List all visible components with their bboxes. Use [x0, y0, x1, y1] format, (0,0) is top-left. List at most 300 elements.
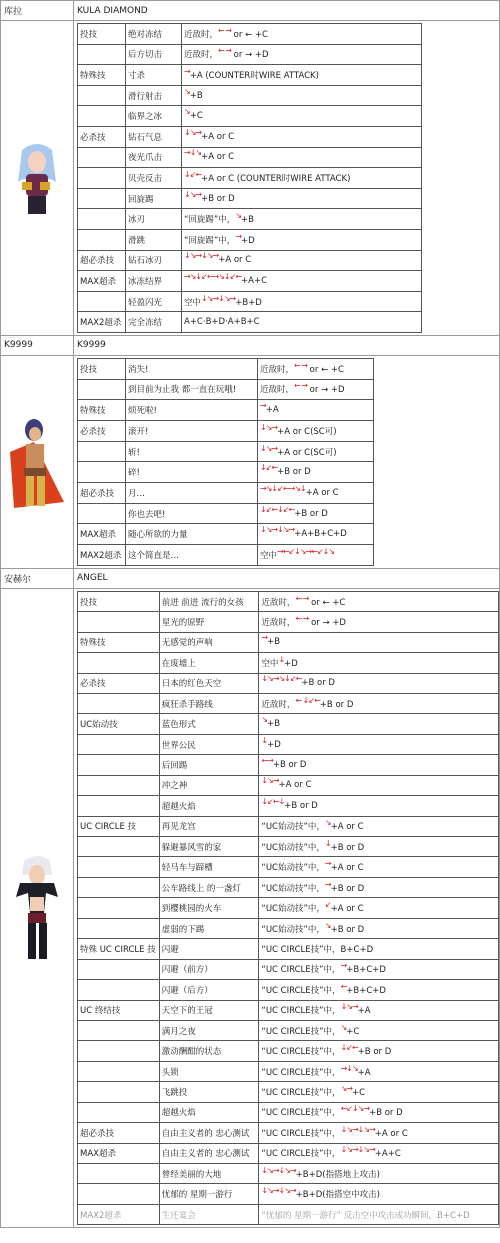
move-category	[78, 1184, 160, 1204]
command-buttons: or → +D	[230, 50, 269, 61]
move-name: 疯狂杀手路线	[159, 693, 259, 713]
command-buttons: +B or D	[357, 1047, 392, 1058]
command-prefix: 空中	[184, 297, 202, 308]
character-portrait	[1, 853, 73, 963]
direction-arrows-icon: ↘	[184, 107, 190, 117]
character-moves-row	[1, 588, 500, 1228]
move-row	[78, 126, 422, 147]
move-row	[78, 250, 422, 271]
direction-arrows-icon: ↘	[261, 715, 268, 725]
direction-arrows-icon: →	[260, 401, 266, 411]
move-category	[78, 85, 126, 106]
k9999-portrait-icon	[4, 412, 70, 512]
command-buttons: +C	[189, 111, 203, 122]
character-header-row	[1, 1, 500, 21]
move-category	[78, 441, 126, 462]
move-category: 超必杀技	[78, 483, 126, 504]
move-command	[259, 1143, 499, 1163]
direction-arrows-icon: ↓↘→↓↘→	[261, 1186, 296, 1196]
command-buttons: +B	[267, 637, 281, 648]
move-command	[259, 816, 499, 836]
move-name: 后回踢	[159, 755, 259, 775]
move-name: 烦死啦!	[126, 400, 258, 421]
command-buttons: +A or C	[305, 487, 339, 498]
command-buttons: +A or C(SC可)	[277, 447, 337, 458]
command-buttons: or ← +C	[306, 364, 344, 375]
move-command	[259, 980, 499, 1000]
command-prefix: “UC CIRCLE技”中，	[261, 965, 341, 976]
move-name: 后方切击	[126, 44, 182, 65]
move-row	[78, 898, 499, 918]
move-command	[182, 65, 422, 86]
move-category: UC始动技	[78, 714, 160, 734]
move-row	[78, 291, 422, 312]
command-buttons: +B or D	[330, 924, 365, 935]
direction-arrows-icon: ↓↘→	[260, 422, 278, 432]
move-category: 超必杀技	[78, 250, 126, 271]
move-name: 滑跳	[126, 229, 182, 250]
move-name: 生还宴会	[159, 1204, 259, 1224]
move-command	[259, 959, 499, 979]
move-command	[258, 545, 374, 566]
move-category	[78, 918, 160, 938]
command-buttons: +B	[241, 215, 254, 226]
move-command	[259, 1082, 499, 1102]
move-category	[78, 1164, 160, 1184]
move-name: 轻盈闪光	[126, 291, 182, 312]
move-command	[259, 857, 499, 877]
move-name: 贝壳反击	[126, 168, 182, 189]
move-command	[258, 358, 374, 379]
direction-arrows-icon: ↓	[278, 654, 285, 664]
move-command	[259, 775, 499, 795]
direction-arrows-icon: ↓↙←↓	[261, 796, 285, 806]
direction-arrows-icon: ↓↘→↓↘→	[340, 1145, 375, 1155]
command-buttons: +A	[357, 1006, 371, 1017]
move-name: 前进 前进 流行的女孩	[159, 591, 259, 611]
move-category	[78, 188, 126, 209]
move-category	[78, 877, 160, 897]
move-command	[182, 24, 422, 45]
direction-arrows-icon: ↓↘→↓↘→	[201, 293, 236, 303]
move-command	[182, 85, 422, 106]
move-name: 日本的红色天空	[159, 673, 259, 693]
direction-arrows-icon: ←↙↓↘→	[340, 1104, 370, 1114]
move-category: 投技	[78, 358, 126, 379]
move-command	[182, 168, 422, 189]
move-command	[182, 147, 422, 168]
command-buttons: +A (COUNTER时WIRE ATTACK)	[189, 70, 319, 81]
command-buttons: or → +D	[306, 385, 345, 396]
command-buttons: +C	[351, 1088, 366, 1098]
command-buttons: +B+C+D	[346, 965, 386, 976]
move-name: 月…	[126, 483, 258, 504]
move-name: 世界公民	[159, 734, 259, 754]
move-row	[78, 1123, 499, 1143]
command-prefix: “UC始动技”中，	[261, 822, 325, 833]
move-category	[78, 775, 160, 795]
character-moves-row	[1, 355, 500, 568]
command-prefix: “UC CIRCLE技”中，	[261, 1149, 341, 1160]
direction-arrows-icon: ↘	[184, 86, 190, 96]
move-row	[78, 714, 499, 734]
move-command	[259, 837, 499, 857]
move-command	[182, 126, 422, 147]
move-command	[259, 714, 499, 734]
direction-arrows-icon: ↘	[324, 920, 331, 930]
direction-arrows-icon: ↓↙←	[184, 169, 202, 179]
command-prefix: “回旋踢”中，	[184, 215, 236, 226]
character-name-cn: 安赫尔	[1, 568, 74, 588]
move-command	[258, 379, 374, 400]
move-row	[78, 168, 422, 189]
command-buttons: +A+C	[241, 275, 268, 286]
move-row	[78, 44, 422, 65]
command-prefix: “UC CIRCLE技”中，	[261, 1128, 341, 1139]
move-category	[78, 291, 126, 312]
move-command	[258, 420, 374, 441]
move-category	[78, 693, 160, 713]
command-prefix: 近敌时，	[184, 29, 219, 40]
command-buttons: +D	[284, 658, 298, 669]
command-prefix: “UC CIRCLE技”中，	[261, 1067, 341, 1078]
move-row	[78, 524, 374, 545]
move-category: 必杀技	[78, 673, 160, 693]
move-command	[259, 1102, 499, 1122]
direction-arrows-icon: ↓↘→↓↘→	[184, 251, 219, 261]
portrait-cell	[1, 355, 74, 568]
direction-arrows-icon: ↘	[340, 1022, 347, 1032]
command-buttons: +D	[267, 739, 281, 750]
move-row	[78, 271, 422, 292]
move-name: 闪避（后方）	[159, 980, 259, 1000]
move-command	[259, 1204, 499, 1224]
command-prefix: “UC CIRCLE技”中，	[261, 1088, 341, 1098]
move-row	[78, 837, 499, 857]
move-category	[78, 612, 160, 632]
move-command	[259, 693, 499, 713]
move-category: MAX2超杀	[78, 1204, 160, 1224]
move-name: 自由主义者的 忠心测试	[159, 1143, 259, 1163]
command-buttons: +B+C+D	[346, 985, 386, 996]
move-category	[78, 796, 160, 816]
direction-arrows-icon: ←→	[261, 756, 273, 765]
direction-arrows-icon: ↙	[324, 900, 331, 910]
move-command	[259, 673, 499, 693]
move-row	[78, 85, 422, 106]
angel-portrait-icon	[6, 853, 68, 963]
command-buttons: +A or C(SC可)	[277, 426, 337, 437]
move-command	[258, 462, 374, 483]
move-row	[78, 188, 422, 209]
move-row	[78, 312, 422, 333]
character-moves-row	[1, 21, 500, 336]
command-prefix: “UC CIRCLE技”中，	[261, 1047, 341, 1058]
move-command	[259, 591, 499, 611]
move-name: 满月之夜	[159, 1020, 259, 1040]
move-command	[182, 106, 422, 127]
move-name: 完全冻结	[126, 312, 182, 333]
move-command	[259, 612, 499, 632]
command-prefix: “UC始动技”中，	[261, 883, 325, 894]
move-name: 曾经美丽的大地	[159, 1164, 259, 1184]
command-prefix: 近敌时，	[260, 364, 295, 375]
command-prefix: A+C·B+D·A+B+C	[184, 317, 260, 328]
move-name: 随心所欲的力量	[126, 524, 258, 545]
move-command	[182, 209, 422, 230]
command-buttons: +A	[265, 405, 279, 416]
move-row	[78, 400, 374, 421]
move-row	[78, 980, 499, 1000]
direction-arrows-icon: ↓↘→	[184, 127, 202, 137]
move-category	[78, 44, 126, 65]
move-row	[78, 918, 499, 938]
move-row	[78, 1143, 499, 1163]
command-buttons: +A or C (COUNTER时WIRE ATTACK)	[201, 173, 351, 184]
direction-arrows-icon: ↓↙←	[260, 463, 278, 473]
command-prefix: “UC CIRCLE技”中，	[261, 985, 341, 996]
command-prefix: “UC CIRCLE技”中，	[261, 1006, 341, 1017]
direction-arrows-icon: ↓↘→	[340, 1002, 358, 1012]
command-buttons: +B or D	[319, 699, 354, 710]
move-name: 公车路线上 的一盏灯	[159, 877, 259, 897]
move-row	[78, 673, 499, 693]
command-buttons: +B	[189, 90, 203, 101]
move-command	[259, 796, 499, 816]
moves-cell	[74, 21, 500, 336]
character-name-cn: 库拉	[1, 1, 74, 21]
move-name: 冰刃	[126, 209, 182, 230]
command-buttons: +A+B+C+D	[294, 529, 347, 540]
command-buttons: +B or D	[277, 467, 311, 478]
character-name-en: K9999	[74, 335, 500, 355]
direction-arrows-icon: ← →	[294, 360, 307, 370]
command-buttons: +A or C	[278, 780, 312, 791]
move-name: 冲之神	[159, 775, 259, 795]
move-category: MAX2超杀	[78, 545, 126, 566]
move-row	[78, 106, 422, 127]
move-category: UC 终结技	[78, 1000, 160, 1020]
move-category	[78, 1020, 160, 1040]
command-buttons: +C	[346, 1026, 360, 1037]
command-buttons: +B	[267, 719, 281, 730]
kula-portrait-icon	[8, 138, 66, 218]
command-buttons: +B or D	[284, 800, 318, 811]
move-name: 激动酬酣的状态	[159, 1041, 259, 1061]
move-category	[78, 462, 126, 483]
character-name-en: KULA DIAMOND	[74, 1, 500, 21]
move-name: 忧郁的 星期一游行	[159, 1184, 259, 1204]
direction-arrows-icon: →	[235, 231, 242, 241]
direction-arrows-icon: →↘↓↙←→↘↓	[260, 483, 306, 493]
move-category: 投技	[78, 591, 160, 611]
move-name: 无感觉的声响	[159, 632, 259, 652]
direction-arrows-icon: ← →	[218, 25, 231, 35]
move-row	[78, 653, 499, 673]
direction-arrows-icon: ↓	[324, 838, 331, 848]
move-category	[78, 229, 126, 250]
character-name-en: ANGEL	[74, 568, 500, 588]
command-prefix: “UC始动技”中，	[261, 863, 325, 874]
move-category	[78, 1041, 160, 1061]
move-category: 必杀技	[78, 420, 126, 441]
move-name: 这个简直是…	[126, 545, 258, 566]
move-command	[258, 400, 374, 421]
command-prefix: 近敌时，	[261, 597, 296, 608]
move-command	[259, 1123, 499, 1143]
move-row	[78, 545, 374, 566]
command-prefix: 近敌时，	[261, 617, 296, 628]
move-command	[258, 524, 374, 545]
move-row	[78, 877, 499, 897]
move-category	[78, 1102, 160, 1122]
move-row	[78, 939, 499, 959]
move-row	[78, 147, 422, 168]
move-row	[78, 857, 499, 877]
move-name: 绝对冻结	[126, 24, 182, 45]
command-buttons: +A or C	[330, 822, 364, 833]
direction-arrows-icon: ↘	[235, 211, 242, 221]
command-buttons: or ← +C	[308, 597, 346, 608]
move-category	[78, 837, 160, 857]
direction-arrows-icon: →↓↘	[184, 148, 202, 158]
direction-arrows-icon: ↓↙←	[340, 1043, 358, 1053]
move-name: 滚开!	[126, 420, 258, 441]
move-name: 钻石冰刃	[126, 250, 182, 271]
direction-arrows-icon: ↘	[324, 818, 331, 828]
move-name: 你也去吧!	[126, 503, 258, 524]
move-command	[259, 653, 499, 673]
direction-arrows-icon: ← →	[294, 381, 307, 391]
move-name: 到目前为止我 都一直在玩哦!	[126, 379, 258, 400]
move-name: 钻石气息	[126, 126, 182, 147]
direction-arrows-icon: ←	[340, 981, 347, 991]
direction-arrows-icon: ← →	[218, 46, 231, 56]
direction-arrows-icon: ← →	[295, 613, 309, 623]
move-row	[78, 1164, 499, 1184]
move-name: 闪避	[159, 939, 259, 959]
direction-arrows-icon: →	[261, 633, 268, 643]
direction-arrows-icon: ↓↘→	[260, 443, 278, 453]
command-buttons: +B or D	[301, 678, 335, 689]
move-row	[78, 24, 422, 45]
move-name: 临界之冰	[126, 106, 182, 127]
move-row	[78, 1061, 499, 1081]
move-row	[78, 816, 499, 836]
character-portrait	[1, 412, 73, 512]
move-name: 超越火焰	[159, 796, 259, 816]
move-command	[259, 1000, 499, 1020]
command-buttons: +B or D	[369, 1108, 403, 1119]
move-category	[78, 168, 126, 189]
move-name: 星光的原野	[159, 612, 259, 632]
move-command	[182, 271, 422, 292]
direction-arrows-icon: ↓↘→	[261, 776, 279, 786]
command-buttons: +A or C	[374, 1128, 408, 1139]
move-command	[182, 229, 422, 250]
direction-arrows-icon: ← →	[295, 593, 309, 603]
moves-cell	[74, 355, 500, 568]
move-category: 投技	[78, 24, 126, 45]
direction-arrows-icon: →	[324, 879, 331, 889]
move-row	[78, 775, 499, 795]
move-command	[182, 312, 422, 333]
moves-cell	[74, 588, 500, 1228]
move-row	[78, 209, 422, 230]
move-category: 必杀技	[78, 126, 126, 147]
move-name: 碎!	[126, 462, 258, 483]
move-name: 在废墟上	[159, 653, 259, 673]
move-name: 斩!	[126, 441, 258, 462]
move-command	[259, 632, 499, 652]
move-name: 回旋踢	[126, 188, 182, 209]
move-command	[182, 188, 422, 209]
direction-arrows-icon: ↓	[261, 735, 268, 745]
direction-arrows-icon: →	[184, 66, 190, 76]
command-buttons: +A or C	[201, 152, 235, 163]
move-row	[78, 462, 374, 483]
move-category	[78, 209, 126, 230]
move-category: 特殊技	[78, 65, 126, 86]
move-row	[78, 755, 499, 775]
move-command	[259, 939, 499, 959]
move-name: 躲避暴风雪的家	[159, 837, 259, 857]
command-buttons: +B or D	[272, 760, 307, 770]
move-category: 超必杀技	[78, 1123, 160, 1143]
move-category	[78, 503, 126, 524]
move-row	[78, 379, 374, 400]
direction-arrows-icon: ↓↘→↓↘→	[260, 525, 295, 535]
command-prefix: “回旋踢”中，	[184, 235, 236, 246]
command-buttons: +A or C	[330, 904, 364, 915]
direction-arrows-icon: →↓↘	[340, 1063, 358, 1073]
move-row	[78, 796, 499, 816]
move-category: 特殊技	[78, 400, 126, 421]
character-header-row	[1, 568, 500, 588]
move-name: 消失!	[126, 358, 258, 379]
move-row	[78, 959, 499, 979]
move-category	[78, 147, 126, 168]
move-row	[78, 1184, 499, 1204]
move-command	[259, 877, 499, 897]
command-buttons: +B+D	[235, 297, 262, 308]
command-prefix: “UC始动技”中，	[261, 904, 325, 915]
move-row	[78, 420, 374, 441]
direction-arrows-icon: ← ↓↙←	[295, 695, 320, 705]
command-buttons: +A or C	[218, 255, 252, 266]
move-row	[78, 1082, 499, 1102]
move-category	[78, 734, 160, 754]
move-command	[259, 1164, 499, 1184]
move-row	[78, 1102, 499, 1122]
move-name: 头锁	[159, 1061, 259, 1081]
command-prefix: “UC CIRCLE技”中，	[261, 1026, 341, 1037]
move-command	[259, 1041, 499, 1061]
move-row	[78, 441, 374, 462]
move-row	[78, 483, 374, 504]
move-category	[78, 1061, 160, 1081]
move-name: 冰冻结界	[126, 271, 182, 292]
move-command	[182, 44, 422, 65]
move-name: 虚弱的下踢	[159, 918, 259, 938]
command-buttons: +A or C	[330, 863, 364, 874]
move-name: 闪避（前方）	[159, 959, 259, 979]
move-command	[259, 1061, 499, 1081]
move-name: 超越火焰	[159, 1102, 259, 1122]
command-prefix: “忧郁的 星期一游行” 反击空中攻击成功瞬间，B+C+D	[261, 1210, 470, 1221]
move-row	[78, 1000, 499, 1020]
move-command	[258, 483, 374, 504]
